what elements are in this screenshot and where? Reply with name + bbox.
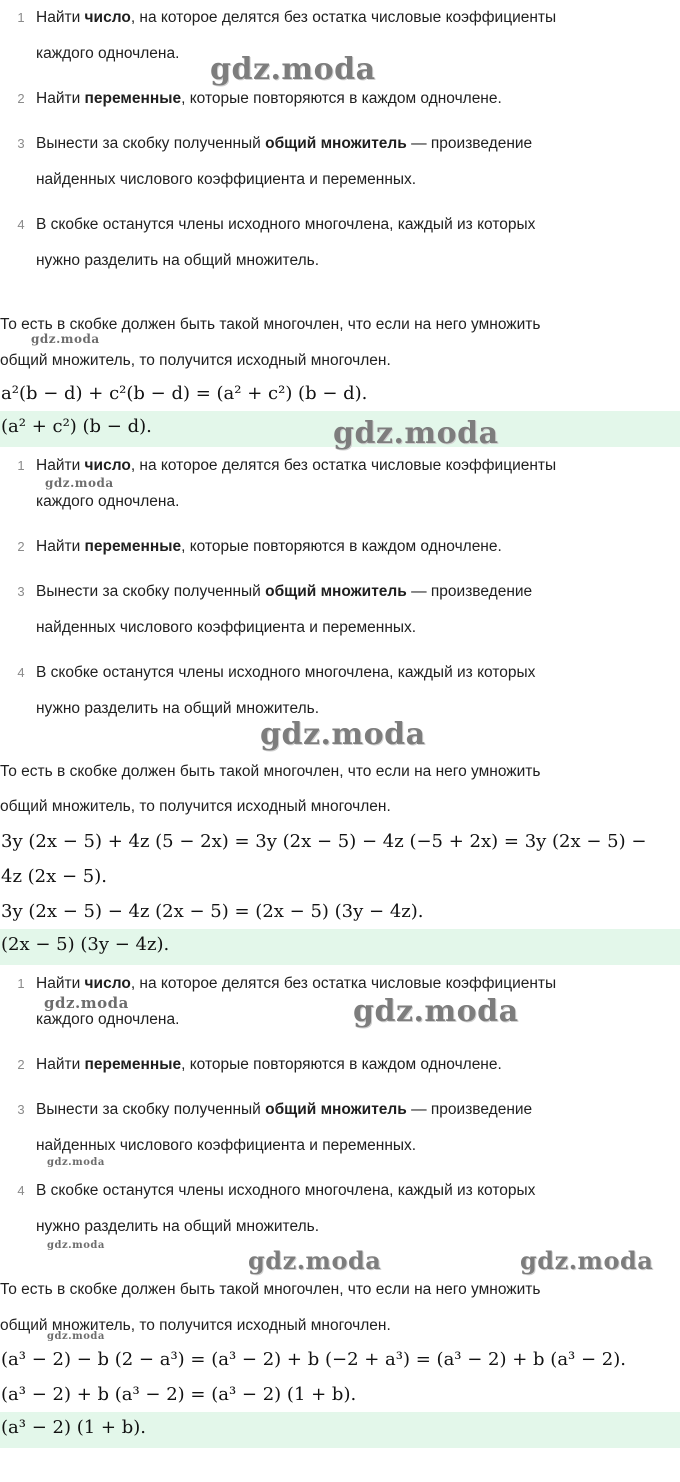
watermark: gdz.moda xyxy=(248,1246,382,1275)
step-number: 1 xyxy=(17,458,25,473)
watermark: gdz.moda xyxy=(45,476,114,490)
explanation-line-2: общий множитель, то получится исходный многочлен. xyxy=(0,798,391,815)
watermark: gdz.moda xyxy=(47,1331,105,1342)
step-1: 1 Найти число, на которое делятся без остатка числовые коэффициенты каждого одночлена. xyxy=(0,966,680,1038)
watermark: gdz.moda xyxy=(47,1157,105,1168)
answer-text: (a³ − 2) (1 + b). xyxy=(1,1417,146,1438)
step-number: 4 xyxy=(17,1183,25,1198)
step-1: 1 Найти число, на которое делятся без остатка числовые коэффициенты каждого одночлена. xyxy=(0,448,680,520)
watermark: gdz.moda xyxy=(520,1246,654,1275)
explanation-line-2: общий множитель, то получится исходный многочлен. xyxy=(0,352,391,369)
step-2: 2 Найти переменные, которые повторяются в каждом одночлене. xyxy=(0,529,680,565)
explanation-line-2: общий множитель, то получится исходный многочлен. xyxy=(0,1317,391,1334)
step-3: 3 Вынести за скобку полученный общий множитель — произведение найденных числового коэффициента и переменных. xyxy=(0,574,680,646)
step-number: 4 xyxy=(17,665,25,680)
watermark: gdz.moda xyxy=(44,994,129,1012)
step-number: 3 xyxy=(17,136,25,151)
answer-text: (a² + c²) (b − d). xyxy=(1,416,152,437)
step-number: 2 xyxy=(17,539,25,554)
answer-text: (2x − 5) (3y − 4z). xyxy=(1,934,170,955)
step-number: 2 xyxy=(17,91,25,106)
explanation-line-1: То есть в скобке должен быть такой многочлен, что если на него умножить xyxy=(0,1281,541,1298)
watermark: gdz.moda xyxy=(333,416,499,451)
step-2: 2 Найти переменные, которые повторяются в каждом одночлене. xyxy=(0,1047,680,1083)
step-4: 4 В скобке останутся члены исходного многочлена, каждый из которых нужно разделить на общий множитель. xyxy=(0,1173,680,1245)
step-number: 1 xyxy=(17,10,25,25)
watermark: gdz.moda xyxy=(31,332,100,346)
step-3: 3 Вынести за скобку полученный общий множитель — произведение найденных числового коэффициента и переменных. xyxy=(0,126,680,198)
step-1: 1 Найти число, на которое делятся без остатка числовые коэффициенты каждого одночлена. xyxy=(0,0,680,72)
math-line: 4z (2x − 5). xyxy=(1,866,108,887)
math-line: 3y (2x − 5) + 4z (5 − 2x) = 3y (2x − 5) − 4z (−5 + 2x) = 3y (2x − 5) − xyxy=(1,831,647,852)
answer-box xyxy=(0,1412,680,1448)
step-number: 1 xyxy=(17,976,25,991)
math-line: 3y (2x − 5) − 4z (2x − 5) = (2x − 5) (3y − 4z). xyxy=(1,901,424,922)
watermark: gdz.moda xyxy=(210,52,376,87)
step-number: 2 xyxy=(17,1057,25,1072)
explanation-line-1: То есть в скобке должен быть такой многочлен, что если на него умножить xyxy=(0,316,541,333)
step-4: 4 В скобке останутся члены исходного многочлена, каждый из которых нужно разделить на общий множитель. xyxy=(0,655,680,727)
step-4: 4 В скобке останутся члены исходного многочлена, каждый из которых нужно разделить на общий множитель. xyxy=(0,207,680,279)
step-number: 3 xyxy=(17,584,25,599)
watermark: gdz.moda xyxy=(260,717,426,752)
math-line: a²(b − d) + c²(b − d) = (a² + c²) (b − d). xyxy=(1,383,368,404)
step-2: 2 Найти переменные, которые повторяются в каждом одночлене. xyxy=(0,81,680,117)
answer-box xyxy=(0,929,680,965)
explanation-line-1: То есть в скобке должен быть такой многочлен, что если на него умножить xyxy=(0,763,541,780)
watermark: gdz.moda xyxy=(353,994,519,1029)
step-3: 3 Вынести за скобку полученный общий множитель — произведение найденных числового коэффициента и переменных. xyxy=(0,1092,680,1164)
step-number: 4 xyxy=(17,217,25,232)
watermark: gdz.moda xyxy=(47,1240,105,1251)
math-line: (a³ − 2) + b (a³ − 2) = (a³ − 2) (1 + b). xyxy=(1,1384,357,1405)
step-number: 3 xyxy=(17,1102,25,1117)
math-line: (a³ − 2) − b (2 − a³) = (a³ − 2) + b (−2 + a³) = (a³ − 2) + b (a³ − 2). xyxy=(1,1349,626,1370)
